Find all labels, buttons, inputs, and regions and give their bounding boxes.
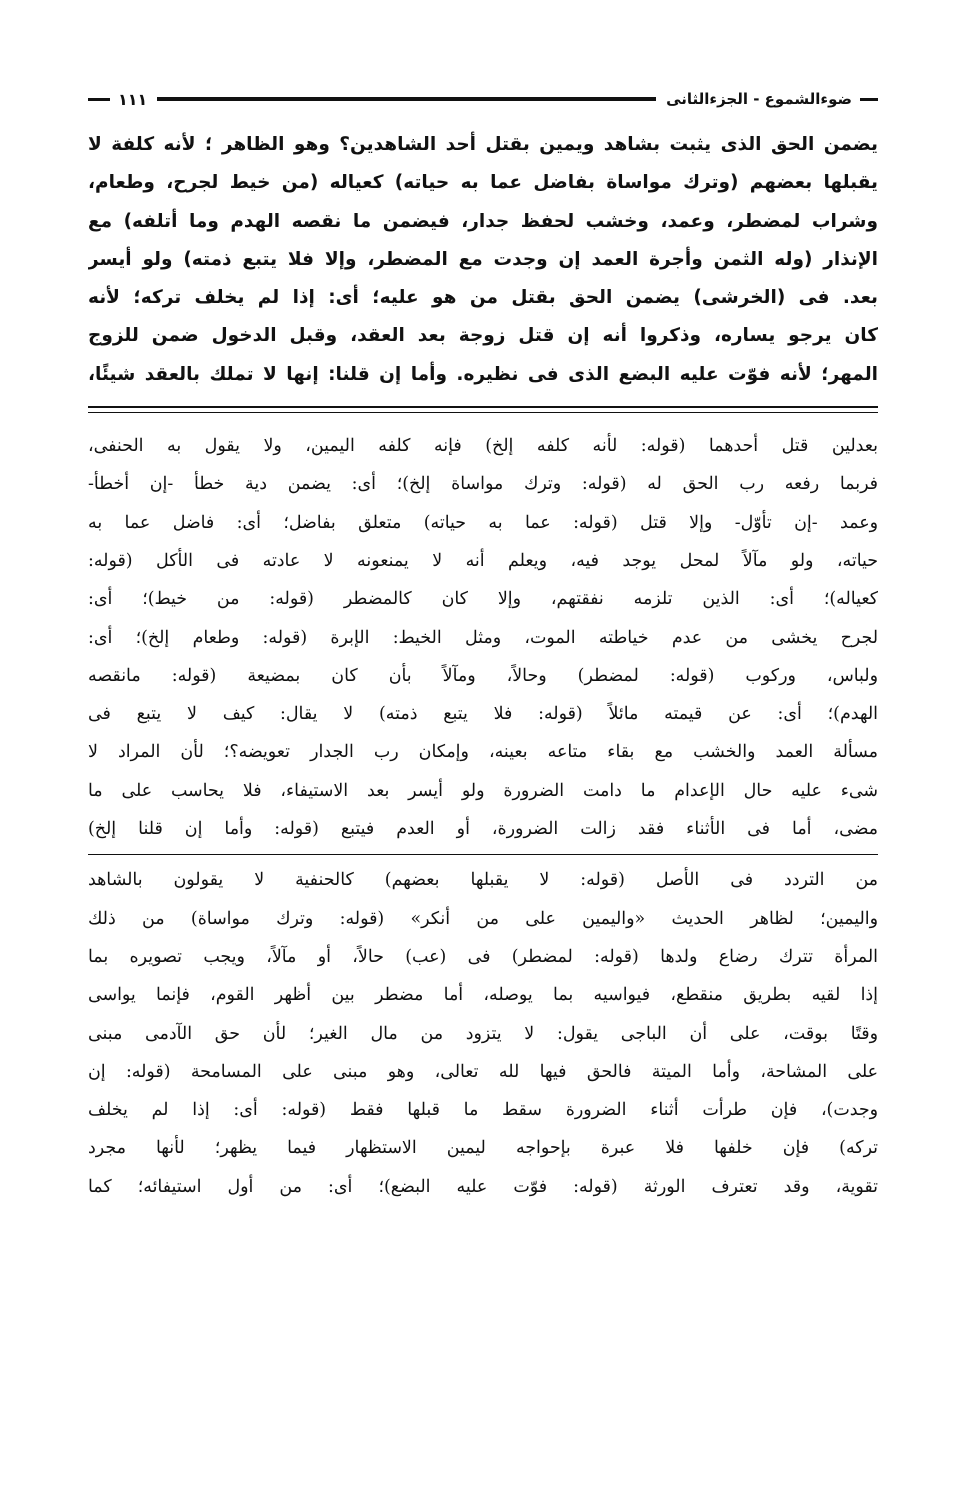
header-dash	[860, 98, 878, 101]
book-title: ضوءالشموع - الجزءالثانى	[666, 90, 852, 108]
main-text-line: وشراب لمضطر، وعمد، وخشب لحفظ جدار، فيضمن ما نقصه الهدم وما أتلفه) مع	[88, 210, 878, 232]
footnote-line: المرأة تترك رضاع ولدها (قوله: لمضطر) فى (عب) حالاً، أو مآلاً، ويجب تصويره بما	[88, 946, 878, 967]
main-text	[88, 126, 878, 394]
commentary-line: فربما رفعه رب الحق له (قوله: وترك مواساة إلخ)؛ أى: يضمن دية خطأ -إن أخطأ-	[88, 474, 878, 495]
page-header	[88, 82, 878, 116]
book-page	[88, 82, 878, 1206]
commentary-line: شىء عليه حال الإعدام ما دامت الضرورة ولو أيسر بعد الاستيفاء، فلا يحاسب على ما	[88, 780, 878, 801]
main-text-line: الإنذار (وله الثمن وأجرة العمد إن وجدت مع المضطر، وإلا فلا يتبع ذمته) ولو أيسر	[88, 248, 878, 270]
single-separator	[88, 854, 878, 855]
commentary-line: مسألة العمد والخشب مع بقاء متاعه بعينه، وإمكان رب الجدار تعويضه؟؛ لأن المراد لا	[88, 742, 878, 763]
commentary-line: مضى، أما فى الأثناء فقد زالت الضرورة، أو العدم فيتبع (قوله: وأما إن قلنا إلخ)	[88, 819, 878, 840]
footnote-line: على المشاحة، وأما الميتة فالحق فيها لله تعالى، وهو مبنى على المسامحة (قوله: إن	[88, 1061, 878, 1082]
footnote-line: تركه) فإن خلفها فلا عبرة بإحواجه ليمين الاستظهار فيما يظهر؛ لأنها مجرد	[88, 1138, 878, 1159]
commentary-line: الهدم)؛ أى: عن قيمته مائلاً (قوله: فلا يتبع ذمته) لا يقال: كيف لا يتبع فى	[88, 704, 878, 725]
footnotes-section	[88, 861, 878, 1206]
commentary-line: ولباس، وركوب (قوله: لمضطر) وحالاً، ومآلاً بأن كان بمضيعة (قوله: مانقصه	[88, 665, 878, 686]
footnote-line: وقتًا بوقت، على أن الباجى يقول: لا يتزود من مال الغير؛ لأن حق الآدمى مبنى	[88, 1023, 878, 1044]
commentary-line: وعمد -إن تأوّل- وإلا قتل (قوله: عما به حياته) متعلق بفاضل؛ أى: فاضل عما به	[88, 512, 878, 533]
footnote-line: من التردد فى الأصل (قوله: لا يقبلها بعضهم) كالحنفية لا يقولون بالشاهد	[88, 870, 878, 891]
main-text-line: المهر؛ لأنه فوّت عليه البضع الذى فى نظيره. وأما إن قلنا: إنها لا تملك بالعقد شيئًا،	[88, 363, 878, 385]
main-text-line: كان يرجو يساره، وذكروا أنه إن قتل زوجة بعد العقد، وقبل الدخول ضمن للزوج	[88, 325, 878, 347]
header-rule	[157, 97, 656, 101]
footnote-line: وجدت)، فإن طرأت أثناء الضرورة سقط ما قبلها فقط (قوله: أى: إذا لم يخلف	[88, 1100, 878, 1121]
header-dash	[88, 98, 110, 101]
footnote-line: تقوية، وقد تعترف الورثة (قوله: فوّت عليه البضع)؛ أى: من أول استيفائه؛ كما	[88, 1176, 878, 1197]
main-text-line: يضمن الحق الذى يثبت بشاهد ويمين بقتل أحد الشاهدين؟ وهو الظاهر ؛ لأنه كلفة لا	[88, 134, 878, 155]
commentary-section	[88, 427, 878, 848]
commentary-line: حياته، ولو مآلاً لمحل يوجد فيه، ويعلم أنه لا يمنعونه لا عادته فى الأكل (قوله:	[88, 550, 878, 571]
commentary-line: لجرح يخشى من عدم خياطته الموت، ومثل الخيط: الإبرة (قوله: وطعام إلخ)؛ أى:	[88, 627, 878, 648]
footnote-line: إذا لقيه بطريق منقطع، فيواسيه بما يوصله، أما مضطر بين أظهر القوم، فإنما يواسى	[88, 985, 878, 1006]
commentary-line: بعدلين قتل أحدهما (قوله: لأنه كلفه إلخ) فإنه كلفه اليمين، ولا يقول به الحنفى،	[88, 436, 878, 457]
main-text-line: بعد. فى (الخرشى) يضمن الحق بقتل من هو عليه؛ أى: إذا لم يخلف تركه؛ لأنه	[88, 287, 878, 309]
footnote-line: واليمين؛ لظاهر الحديث «واليمين على من أنكر» (قوله: وترك مواساة) من ذلك	[88, 908, 878, 929]
main-text-line: يقبلها بعضهم (وترك مواساة بفاضل عما به حياته) كعياله (من خيط لجرح، وطعام،	[88, 172, 878, 194]
commentary-line: كعياله)؛ أى: الذين تلزمه نفقتهم، وإلا كان كالمضطر (قوله: من خيط)؛ أى:	[88, 589, 878, 610]
double-separator	[88, 406, 878, 413]
page-number: ١١١	[118, 89, 148, 109]
